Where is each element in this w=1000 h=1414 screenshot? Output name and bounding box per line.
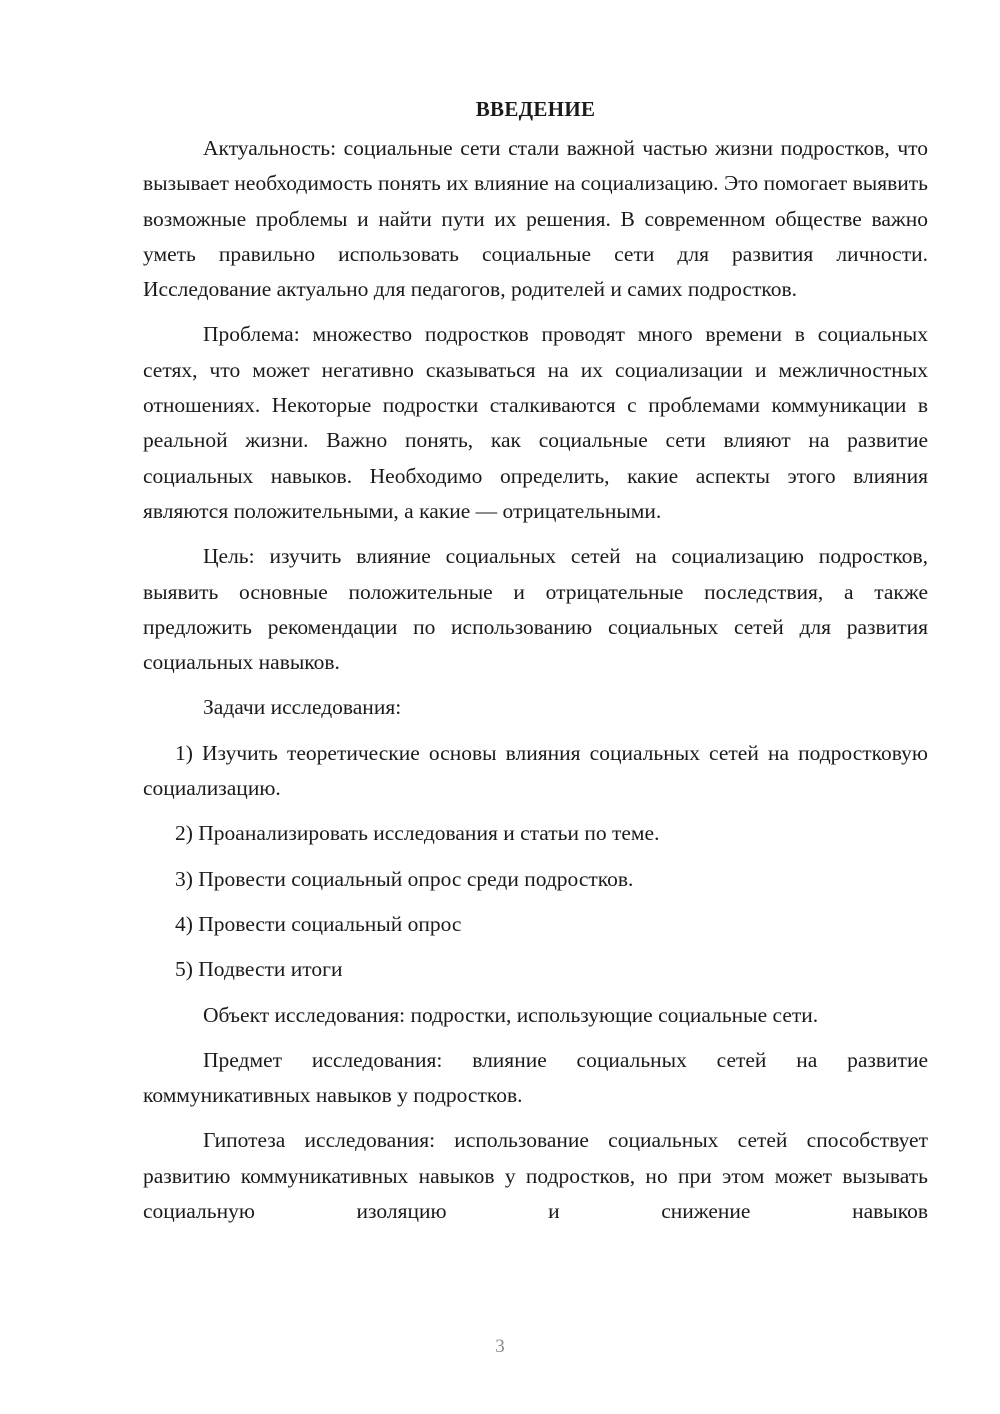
- paragraph-goal: Цель: изучить влияние социальных сетей на социализацию подростков, выявить основные положительные и отрицательные последствия, а также предложить рекомендации по использованию социальных сетей для развития социальных навыков.: [143, 544, 928, 675]
- tasks-heading: Задачи исследования:: [203, 695, 402, 720]
- paragraph-problem: Проблема: множество подростков проводят много времени в социальных сетях, что может негативно сказываться на их социализации и межличностных отношениях. Некоторые подростки сталкиваются с проблемами коммуникации в реальной жизни. Важно понять, как социальные сети влияют на развитие социальных навыков. Необходимо определить, какие аспекты этого влияния являются положительными, а какие — отрицательными.: [143, 322, 928, 523]
- task-item-3: 3) Провести социальный опрос среди подростков.: [175, 866, 634, 891]
- task-item-2: 2) Проанализировать исследования и статьи по теме.: [175, 821, 660, 846]
- document-page: [143, 92, 928, 1239]
- paragraph-object: Объект исследования: подростки, использующие социальные сети.: [203, 1002, 819, 1027]
- paragraph-subject: Предмет исследования: влияние социальных сетей на развитие коммуникативных навыков у подростков.: [143, 1047, 928, 1108]
- task-item-5: 5) Подвести итоги: [175, 957, 343, 982]
- paragraph-relevance: Актуальность: социальные сети стали важной частью жизни подростков, что вызывает необходимость понять их влияние на социализацию. Это помогает выявить возможные проблемы и найти пути их решения. В современном обществе важно уметь правильно использовать социальные сети для развития личности. Исследование актуально для педагогов, родителей и самих подростков.: [143, 136, 928, 302]
- page-title: ВВЕДЕНИЕ: [475, 97, 596, 121]
- task-item-4: 4) Провести социальный опрос: [175, 911, 462, 936]
- paragraph-hypothesis: Гипотеза исследования: использование социальных сетей способствует развитию коммуникативных навыков у подростков, но при этом может вызывать социальную изоляцию и снижение навыков: [143, 1128, 928, 1224]
- task-item-1: 1) Изучить теоретические основы влияния социальных сетей на подростковую социализацию.: [143, 740, 928, 801]
- page-number: 3: [495, 1336, 505, 1357]
